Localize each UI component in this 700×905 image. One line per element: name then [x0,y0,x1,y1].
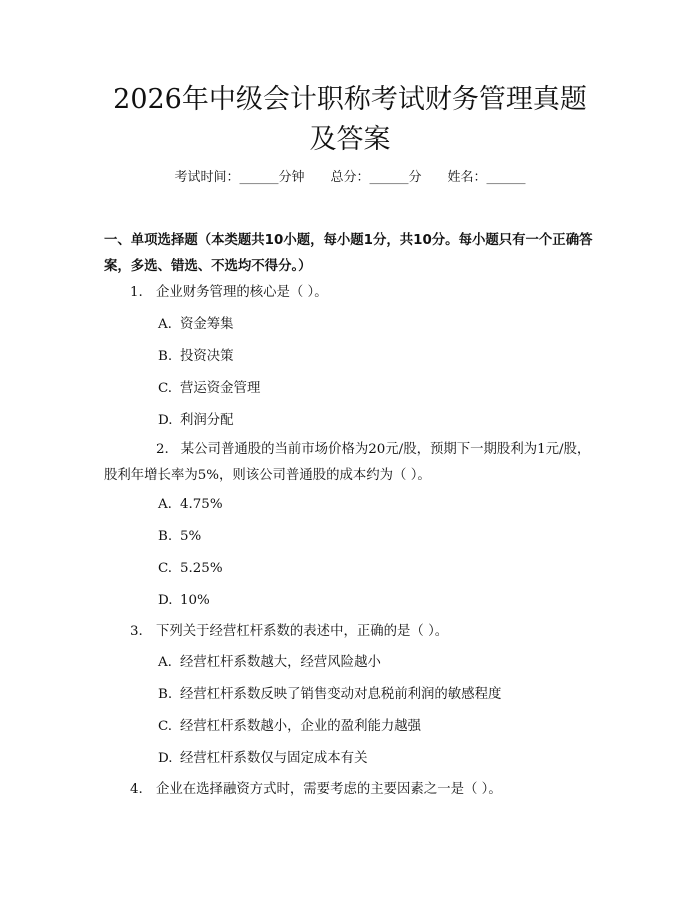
option-text: 经营杠杆系数越大，经营风险越小 [180,655,381,670]
exam-info-line [0,168,700,188]
question-number: 1. [130,285,143,300]
option-letter: B. [158,687,173,702]
option-letter: C. [158,719,173,734]
option-letter: A. [158,317,172,332]
question-3-option-c [158,717,421,737]
question-text: 下列关于经营杠杆系数的表述中，正确的是（ ）。 [156,624,449,639]
question-1-option-c [158,379,260,399]
question-3 [104,619,600,645]
option-letter: B. [158,349,173,364]
option-letter: B. [158,529,173,544]
question-2-option-a [158,495,223,515]
question-text: 企业财务管理的核心是（ ）。 [156,285,328,300]
option-letter: D. [158,751,173,766]
question-number: 4. [130,782,143,797]
question-4 [104,777,600,803]
question-3-option-b [158,685,501,705]
option-text: 经营杠杆系数反映了销售变动对息税前利润的敏感程度 [180,687,502,702]
question-1 [104,280,600,306]
option-text: 5% [180,529,202,544]
question-1-option-b [158,347,234,367]
document-title: 2026年中级会计职称考试财务管理真题及答案 [113,84,587,155]
option-text: 10% [180,593,210,608]
exam-time-field: 考试时间：______分钟 [174,170,305,185]
name-field: 姓名：______ [447,170,526,185]
option-letter: D. [158,413,173,428]
option-letter: D. [158,593,173,608]
section-heading: 一、单项选择题（本类题共10小题，每小题1分，共10分。每小题只有一个正确答案，多选、错选、不选均不得分。） [104,233,593,274]
option-text: 5.25% [180,561,223,576]
total-score-field: 总分：______分 [330,170,422,185]
option-text: 经营杠杆系数仅与固定成本有关 [180,751,368,766]
question-2 [104,437,600,489]
question-3-option-a [158,653,381,673]
option-letter: C. [158,381,173,396]
question-1-option-d [158,411,234,431]
option-letter: A. [158,497,172,512]
question-2-option-d [158,591,210,611]
question-2-option-c [158,559,223,579]
option-letter: A. [158,655,172,670]
option-text: 资金筹集 [180,317,234,332]
question-3-option-d [158,749,367,769]
option-text: 投资决策 [180,349,234,364]
option-letter: C. [158,561,173,576]
option-text: 营运资金管理 [180,381,261,396]
option-text: 4.75% [180,497,223,512]
option-text: 经营杠杆系数越小，企业的盈利能力越强 [180,719,422,734]
question-text: 企业在选择融资方式时，需要考虑的主要因素之一是（ ）。 [156,782,502,797]
question-1-option-a [158,315,234,335]
question-2-option-b [158,527,201,547]
question-number: 2. [156,442,169,457]
question-text: 某公司普通股的当前市场价格为20元/股，预期下一期股利为1元/股，股利年增长率为5%，则该公司普通股的成本约为（ ）。 [104,442,591,483]
question-number: 3. [130,624,143,639]
option-text: 利润分配 [180,413,234,428]
